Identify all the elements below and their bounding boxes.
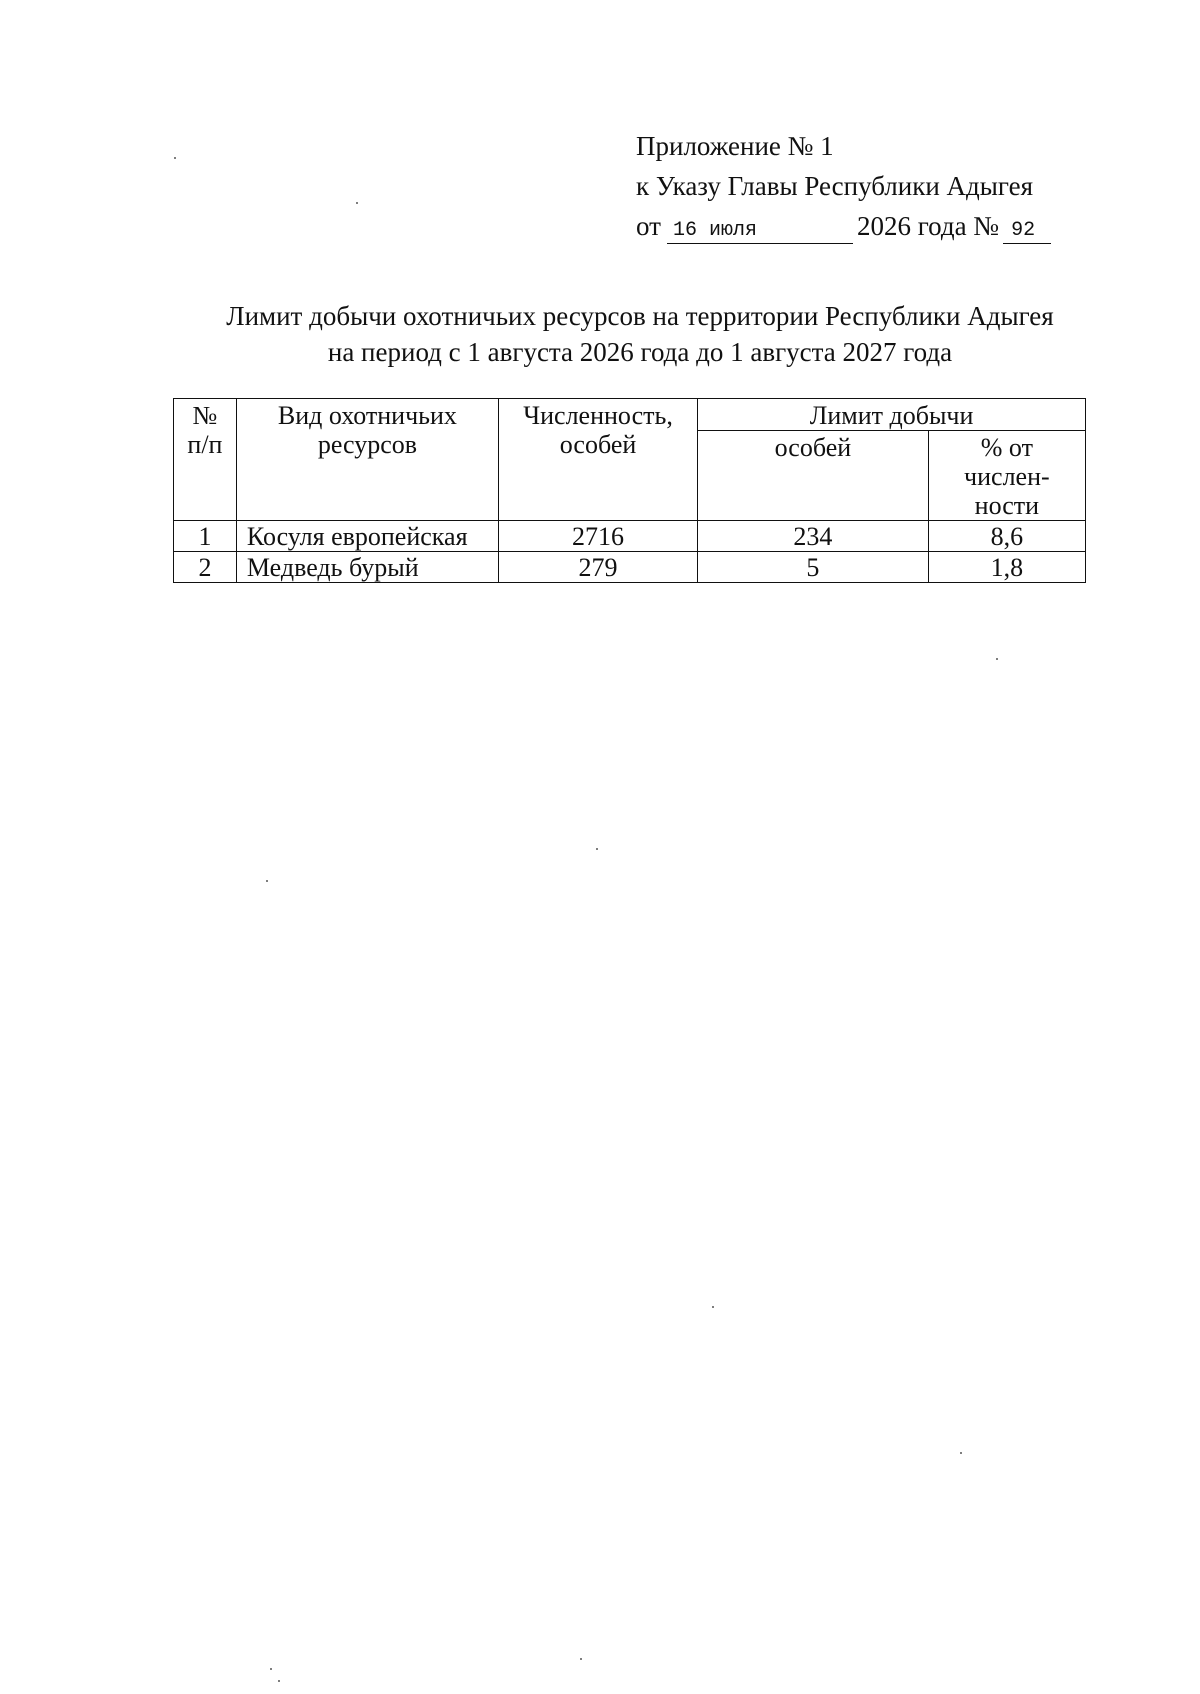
document-title xyxy=(140,298,1140,370)
scan-speck xyxy=(596,848,598,850)
scan-speck xyxy=(712,1306,714,1308)
header-population-line: Численность, xyxy=(523,401,673,430)
header-number-line: п/п xyxy=(187,430,223,459)
row-number: 2 xyxy=(174,552,237,583)
decree-number-field: 92 xyxy=(1003,219,1051,244)
scan-speck xyxy=(278,1680,280,1682)
row-population: 2716 xyxy=(498,521,697,552)
scan-speck xyxy=(996,658,998,660)
row-population: 279 xyxy=(498,552,697,583)
header-number-line: № xyxy=(192,401,218,430)
header-percent-line: % от xyxy=(980,433,1033,462)
table-row xyxy=(174,521,1086,552)
header-percent-line: числен- xyxy=(964,462,1050,491)
table-header-row xyxy=(174,399,1086,431)
appendix-decree-reference: к Указу Главы Республики Адыгея xyxy=(636,171,1034,201)
row-number: 1 xyxy=(174,521,237,552)
title-line-1: Лимит добычи охотничьих ресурсов на территории Республики Адыгея xyxy=(226,301,1054,331)
header-limit-percent xyxy=(928,431,1085,521)
scan-speck xyxy=(174,157,176,159)
header-percent-line: ности xyxy=(974,491,1040,520)
header-population-line: особей xyxy=(559,430,637,459)
row-limit: 5 xyxy=(698,552,929,583)
header-species-line: Вид охотничьих xyxy=(277,401,457,430)
header-limit-group: Лимит добычи xyxy=(698,399,1086,431)
hunting-limits-table xyxy=(173,398,1086,583)
decree-date-field: 16 июля xyxy=(667,219,853,244)
from-prefix: от xyxy=(636,211,661,241)
scan-speck xyxy=(960,1452,962,1454)
scan-speck xyxy=(356,202,358,204)
header-limit-count: особей xyxy=(698,431,929,521)
row-limit: 234 xyxy=(698,521,929,552)
row-percent: 8,6 xyxy=(928,521,1085,552)
year-label: 2026 года № xyxy=(856,211,1000,241)
row-percent: 1,8 xyxy=(928,552,1085,583)
appendix-date-line xyxy=(636,206,1051,246)
table-row xyxy=(174,552,1086,583)
scan-speck xyxy=(266,880,268,882)
scan-speck xyxy=(270,1668,272,1670)
header-species xyxy=(236,399,498,521)
appendix-block xyxy=(636,126,1051,246)
header-number xyxy=(174,399,237,521)
appendix-title: Приложение № 1 xyxy=(636,131,834,161)
title-line-2: на период с 1 августа 2026 года до 1 августа 2027 года xyxy=(327,337,953,367)
header-species-line: ресурсов xyxy=(317,430,418,459)
row-species: Медведь бурый xyxy=(236,552,498,583)
row-species: Косуля европейская xyxy=(236,521,498,552)
header-population xyxy=(498,399,697,521)
scan-speck xyxy=(580,1658,582,1660)
